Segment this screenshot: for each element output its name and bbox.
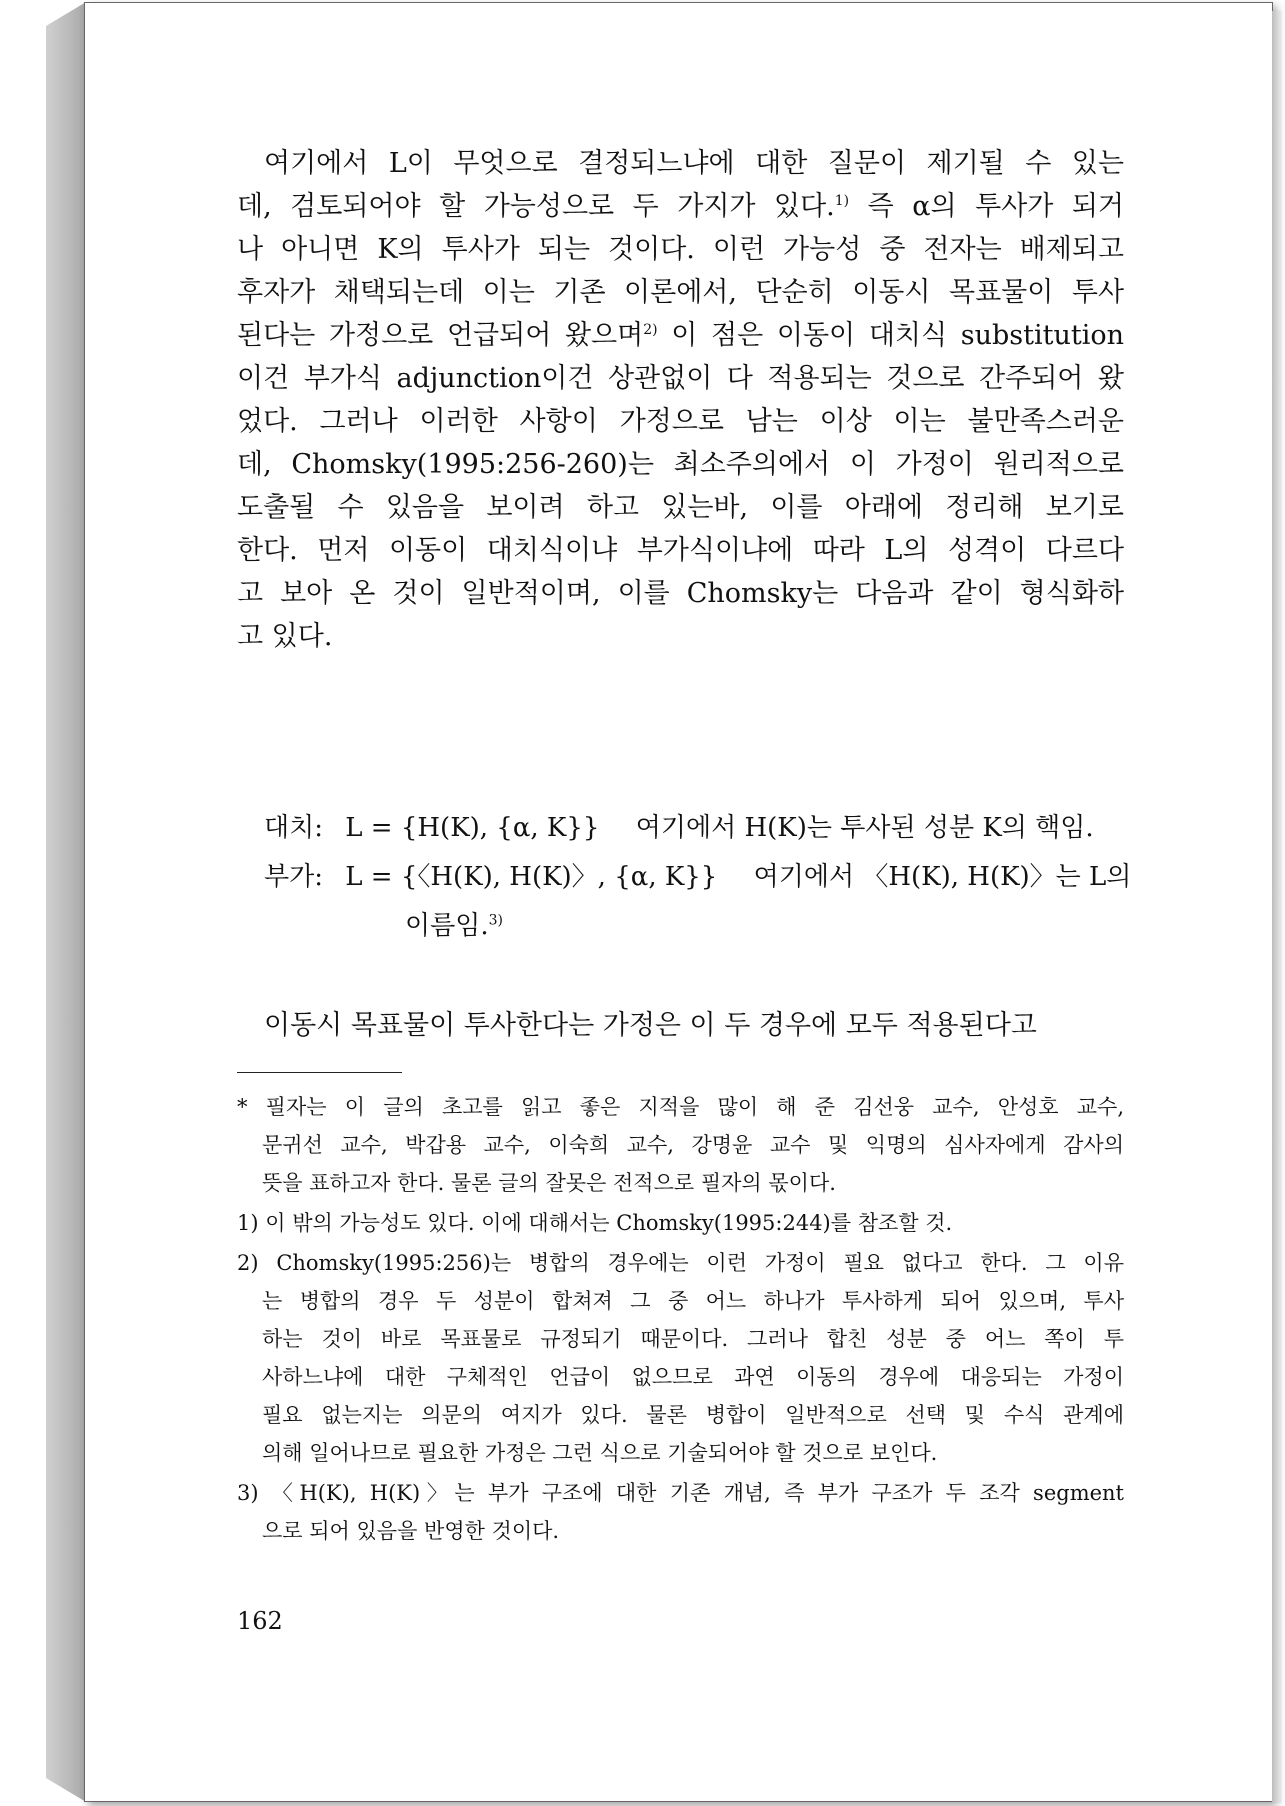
footnote-divider — [237, 1072, 402, 1073]
adjunction-formula: L = {〈H(K), H(K)〉, {α, K}} — [345, 862, 718, 892]
body-line: 데, 검토되어야 할 가능성으로 두 가지가 있다.$^{1)}$ 즉 α의 투사가 되거 — [237, 191, 1124, 222]
body-line: 나 아니면 K의 투사가 되는 것이다. 이런 가능성 중 전자는 배제되고 — [237, 234, 1124, 265]
footnote-star-line: 뜻을 표하고자 한다. 물론 글의 잘못은 전적으로 필자의 몫이다. — [262, 1171, 836, 1195]
adjunction-formula-row — [264, 858, 1131, 896]
body-line: 고 보아 온 것이 일반적이며, 이를 Chomsky는 다음과 같이 형식화하 — [237, 578, 1124, 609]
adjunction-note: 여기에서 〈H(K), H(K)〉는 L의 — [753, 862, 1132, 892]
footnote-2-line: 사하느냐에 대한 구체적인 언급이 없으므로 과연 이동의 경우에 대응되는 가정이 — [262, 1365, 1124, 1389]
substitution-formula: L = {H(K), {α, K}} — [345, 813, 600, 843]
body-line: 도출될 수 있음을 보이려 하고 있는바, 이를 아래에 정리해 보기로 — [237, 492, 1124, 523]
body-line: 된다는 가정으로 언급되어 왔으며$^{2)}$ 이 점은 이동이 대치식 substitution — [237, 320, 1124, 351]
adjunction-label: 부가: — [264, 862, 323, 892]
footnote-1: 1) 이 밖의 가능성도 있다. 이에 대해서는 Chomsky(1995:244)를 참조할 것. — [237, 1211, 953, 1235]
body-line: 여기에서 L이 무엇으로 결정되느냐에 대한 질문이 제기될 수 있는 — [264, 148, 1124, 179]
body-line: 고 있다. — [237, 621, 333, 652]
footnote-ref[interactable]: 1) — [834, 193, 850, 209]
footnote-2-line: 필요 없는지는 의문의 여지가 있다. 물론 병합이 일반적으로 선택 및 수식 관계에 — [262, 1403, 1124, 1427]
footnote-star-line: 문귀선 교수, 박갑용 교수, 이숙희 교수, 강명윤 교수 및 익명의 심사자에게 감사의 — [262, 1133, 1124, 1157]
footnote-3-line: 3) 〈H(K), H(K)〉는 부가 구조에 대한 기존 개념, 즉 부가 구조가 두 조각 segment — [237, 1481, 1124, 1505]
footnote-3-line: 으로 되어 있음을 반영한 것이다. — [262, 1519, 560, 1543]
footnote-star-line: * 필자는 이 글의 초고를 읽고 좋은 지적을 많이 해 준 김선웅 교수, 안성호 교수, — [237, 1095, 1124, 1119]
body-line: 한다. 먼저 이동이 대치식이냐 부가식이냐에 따라 L의 성격이 다르다 — [237, 535, 1124, 566]
footnote-2-line: 의해 일어나므로 필요한 가정은 그런 식으로 기술되어야 할 것으로 보인다. — [262, 1441, 938, 1465]
footnote-2-line: 하는 것이 바로 목표물로 규정되기 때문이다. 그러나 합친 성분 중 어느 쪽이 투 — [262, 1327, 1124, 1351]
page-number: 162 — [237, 1607, 283, 1635]
substitution-note: 여기에서 H(K)는 투사된 성분 K의 핵임. — [635, 813, 1094, 843]
adjunction-note-cont: 이름임.$^{3)}$ — [405, 911, 503, 941]
body-line: 이건 부가식 adjunction이건 상관없이 다 적용되는 것으로 간주되어 왔 — [237, 363, 1124, 394]
footnote-2-line: 2) Chomsky(1995:256)는 병합의 경우에는 이런 가정이 필요 없다고 한다. 그 이유 — [237, 1251, 1124, 1275]
substitution-formula-row — [264, 809, 1094, 847]
footnote-2-line: 는 병합의 경우 두 성분이 합쳐져 그 중 어느 하나가 투사하게 되어 있으며, 투사 — [262, 1289, 1124, 1313]
body-line: 후자가 채택되는데 이는 기존 이론에서, 단순히 이동시 목표물이 투사 — [237, 277, 1124, 308]
body-line: 었다. 그러나 이러한 사항이 가정으로 남는 이상 이는 불만족스러운 — [237, 406, 1124, 437]
substitution-label: 대치: — [264, 813, 323, 843]
body-line: 데, Chomsky(1995:256-260)는 최소주의에서 이 가정이 원리적으로 — [237, 449, 1124, 480]
continuation-line: 이동시 목표물이 투사한다는 가정은 이 두 경우에 모두 적용된다고 — [264, 1010, 1037, 1041]
footnote-ref[interactable]: 3) — [488, 912, 503, 929]
footnote-ref[interactable]: 2) — [643, 322, 658, 338]
book-spine — [46, 2, 86, 1802]
